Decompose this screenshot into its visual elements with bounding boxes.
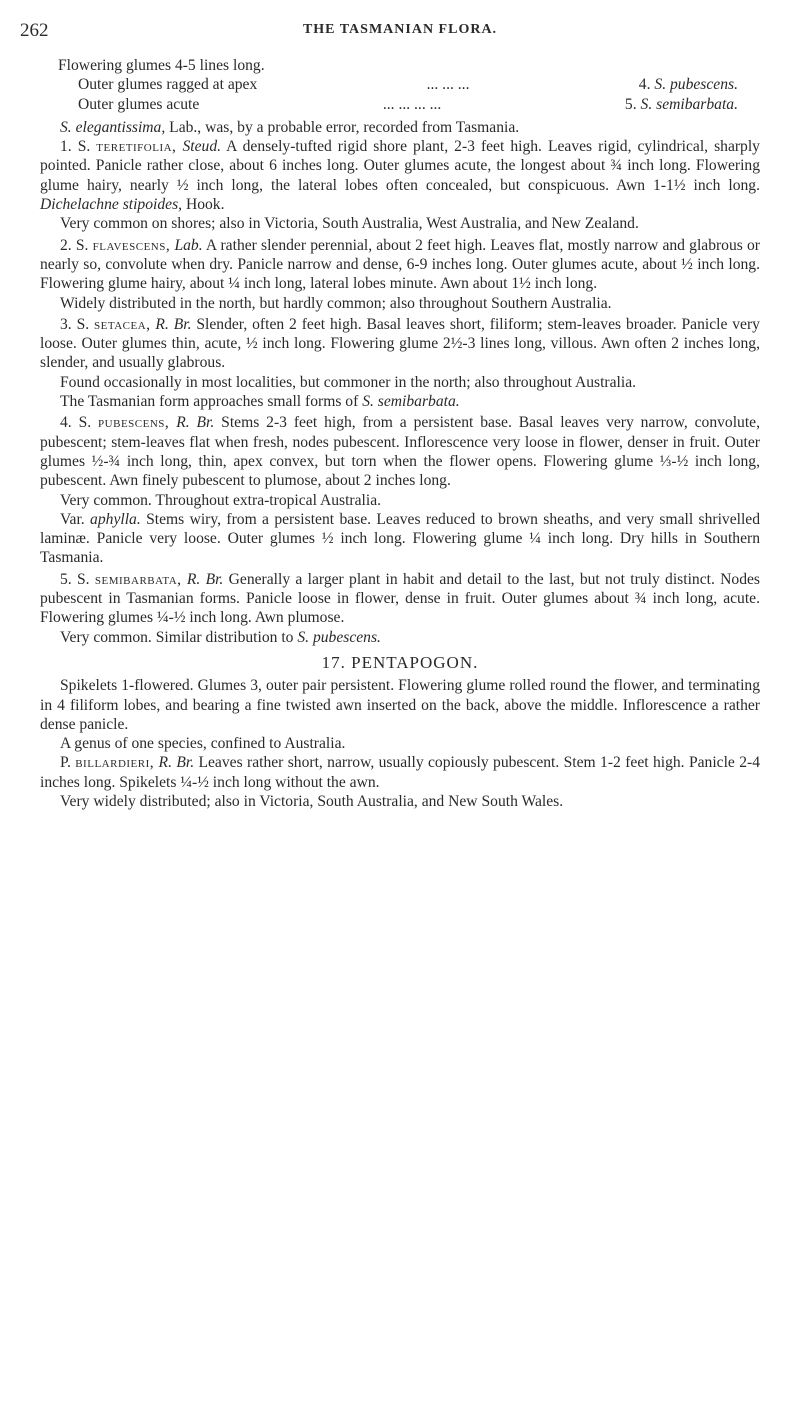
- running-head: THE TASMANIAN FLORA.: [302, 22, 498, 37]
- species-p-number: P.: [60, 754, 71, 772]
- key-line-3-num: 5.: [624, 95, 637, 113]
- species-3-description: [40, 315, 760, 373]
- note-paragraph: [40, 118, 760, 137]
- key-line-2-dots: ... ... ...: [426, 76, 470, 94]
- species-5-description: [40, 570, 760, 628]
- species-1-name: teretifolia,: [96, 138, 177, 156]
- species-2-number: 2. S.: [60, 236, 89, 254]
- species-5-number: 5. S.: [60, 570, 90, 588]
- key-line-3: [58, 95, 738, 114]
- note-species-name: S. elegantissima,: [60, 118, 166, 136]
- species-3-approach-name: S. semibarbata.: [362, 393, 460, 411]
- species-3-text: Slender, often 2 feet high. Basal leaves short, filiform; stem-leaves broader. Panicle very loose. Outer glumes thin, acute, ½ inch long. Flowering glume 2½-3 lines long, villous. Awn often 2 inches long, slender, and usually glabrous.: [40, 315, 760, 372]
- species-4-name: pubescens,: [98, 414, 170, 432]
- key-line-2-name: S. pubescens.: [654, 76, 738, 94]
- species-p-distribution: Very widely distributed; also in Victoria, South Australia, and New South Wales.: [60, 792, 564, 810]
- species-p-name: billardieri,: [75, 754, 155, 772]
- genus-title: 17. PENTAPOGON.: [321, 652, 479, 672]
- species-p-text: Leaves rather short, narrow, usually copiously pubescent. Stem 1-2 feet high. Panicle 2-4 inches long. Spikelets ¼-½ inch long without the awn.: [40, 754, 760, 791]
- species-key: [58, 56, 760, 114]
- species-5-distribution: [40, 628, 760, 647]
- species-3-distribution: Found occasionally in most localities, but commoner in the north; also throughout Australia.: [60, 373, 637, 391]
- species-1-text: A densely-tufted rigid shore plant, 2-3 feet high. Leaves rigid, cylindrical, sharply pointed. Panicle rather close, about 6 inches long. Outer glumes acute, the longest about ¾ inch long. Flowering glume hairy, nearly ½ inch long, the lateral lobes often concealed, but conspicuous. Awn 1-1½ inch long.: [40, 138, 760, 194]
- species-4-authority: R. Br.: [176, 414, 215, 432]
- key-line-2-lead: Outer glumes ragged at apex: [78, 76, 258, 94]
- species-4-description: [40, 413, 760, 490]
- species-4-number: 4. S.: [60, 414, 92, 432]
- key-line-3-lead: Outer glumes acute: [78, 95, 200, 113]
- key-line-3-target: [625, 95, 738, 114]
- species-p-authority: R. Br.: [158, 754, 195, 772]
- species-1-description: [40, 137, 760, 214]
- species-5-name: semibarbata,: [94, 570, 182, 588]
- species-4-text: Stems 2-3 feet high, from a persistent base. Basal leaves very narrow, convolute, pubescent; stem-leaves flat when fresh, nodes pubescent. Inflorescence very loose in flower, denser in fruit. Outer glumes ½-¾ inch long, thin, apex convex, but torn when the flower opens. Flowering glume ⅓-½ inch long, pubescent. Awn finely pubescent to plumose, about 2 inches long.: [40, 414, 760, 490]
- species-5-distribution-name: S. pubescens.: [297, 628, 381, 646]
- species-3-number: 3. S.: [60, 315, 90, 333]
- species-1-distribution: Very common on shores; also in Victoria, South Australia, West Australia, and New Zealand.: [60, 215, 639, 233]
- species-1-synonym: Dichelachne stipoides,: [40, 196, 183, 214]
- key-line-2: [58, 75, 738, 94]
- genus-description: Spikelets 1-flowered. Glumes 3, outer pair persistent. Flowering glume rolled round the flower, and terminating in 4 filiform lobes, and bearing a fine twisted awn inserted on the back, above the middle. Inflorescence a rather dense panicle.: [40, 677, 760, 733]
- key-line-3-dots: ... ... ... ...: [382, 95, 442, 113]
- species-1-synonym-authority: Hook.: [182, 196, 225, 214]
- species-2-name: flavescens,: [92, 236, 171, 254]
- key-line-1: Flowering glumes 4-5 lines long.: [58, 57, 265, 74]
- page-header: [20, 20, 760, 46]
- species-5-text: Generally a larger plant in habit and detail to the last, but not truly distinct. Nodes pubescent in Tasmanian forms. Panicle loose in flower, dense in fruit. Outer glumes about ¾ inch long, acute. Flowering glumes ¼-½ inch long. Awn plumose.: [40, 570, 761, 627]
- species-p-description: [40, 753, 760, 792]
- genus-note: A genus of one species, confined to Australia.: [60, 735, 346, 753]
- note-text: Lab., was, by a probable error, recorded from Tasmania.: [165, 118, 520, 136]
- species-4-variety: [40, 510, 760, 568]
- key-line-2-num: 4.: [638, 76, 651, 94]
- species-3-authority: R. Br.: [155, 315, 192, 333]
- species-2-distribution: Widely distributed in the north, but hardly common; also throughout Southern Australia.: [60, 294, 612, 312]
- species-3-name: setacea,: [94, 315, 151, 333]
- key-line-3-name: S. semibarbata.: [640, 95, 738, 113]
- species-4-distribution: Very common. Throughout extra-tropical Australia.: [60, 491, 382, 509]
- key-line-2-target: [639, 75, 738, 94]
- species-2-authority: Lab.: [174, 236, 203, 254]
- species-3-approach-lead: The Tasmanian form approaches small forms of: [60, 393, 363, 411]
- species-4-variety-name: aphylla.: [90, 510, 141, 528]
- species-5-distribution-lead: Very common. Similar distribution to: [60, 628, 298, 646]
- species-5-authority: R. Br.: [186, 570, 224, 588]
- page-number: 262: [20, 20, 49, 41]
- species-1-authority: Steud.: [182, 138, 222, 156]
- species-2-description: [40, 236, 760, 294]
- species-2-text: A rather slender perennial, about 2 feet high. Leaves flat, mostly narrow and glabrous or nearly so, convolute when dry. Panicle narrow and dense, 6-9 inches long. Outer glumes acute, about ½ inch long. Flowering glume hairy, about ¼ inch long, lateral lobes minute. Awn about 1½ inch long.: [40, 236, 760, 293]
- species-3-approach-note: [40, 392, 760, 411]
- species-4-variety-lead: Var.: [60, 510, 91, 528]
- species-1-number: 1. S.: [60, 138, 91, 156]
- species-4-variety-text: Stems wiry, from a persistent base. Leaves reduced to brown sheaths, and very small shrivelled laminæ. Panicle very loose. Outer glumes ½ inch long. Flowering glume ¼ inch long. Dry hills in Southern Tasmania.: [40, 510, 760, 567]
- page-body: [40, 56, 760, 811]
